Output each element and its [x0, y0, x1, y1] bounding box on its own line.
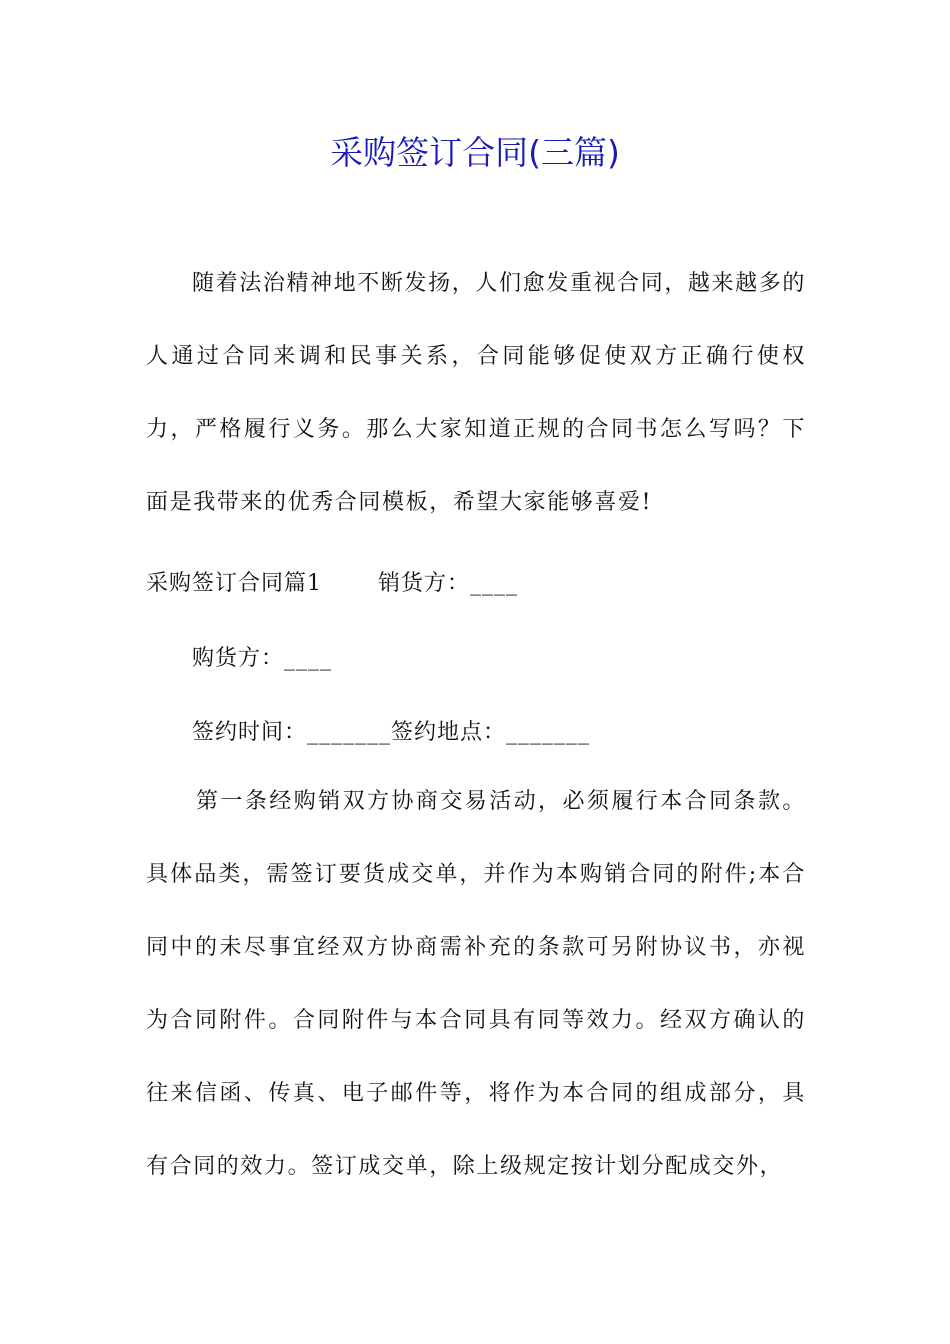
heading-gap: [322, 571, 378, 596]
seller-field: 销货方：____: [377, 571, 518, 596]
section-1-heading: 采购签订合同篇1: [146, 571, 322, 596]
buyer-field: 购货方：____: [192, 646, 333, 671]
intro-paragraph: 随着法治精神地不断发扬，人们愈发重视合同，越来越多的人通过合同来调和民事关系，合同能够促使双方正确行使权力，严格履行义务。那么大家知道正规的合同书怎么写吗？下面是我带来的优秀合同模板，希望大家能够喜爱!: [146, 271, 806, 515]
sign-time-place-line: 签约时间：_______签约地点：_______: [192, 720, 591, 745]
article-1-paragraph: 第一条经购销双方协商交易活动，必须履行本合同条款。具体品类，需签订要货成交单，并作为本购销合同的附件;本合同中的未尽事宜经双方协商需补充的条款可另附协议书，亦视为合同附件。合同附件与本合同具有同等效力。经双方确认的往来信函、传真、电子邮件等，将作为本合同的组成部分，具有合同的效力。签订成交单，除上级规定按计划分配成交外，: [146, 789, 806, 1179]
document-title: 采购签订合同(三篇): [330, 133, 620, 172]
section-1-line: [146, 564, 518, 604]
